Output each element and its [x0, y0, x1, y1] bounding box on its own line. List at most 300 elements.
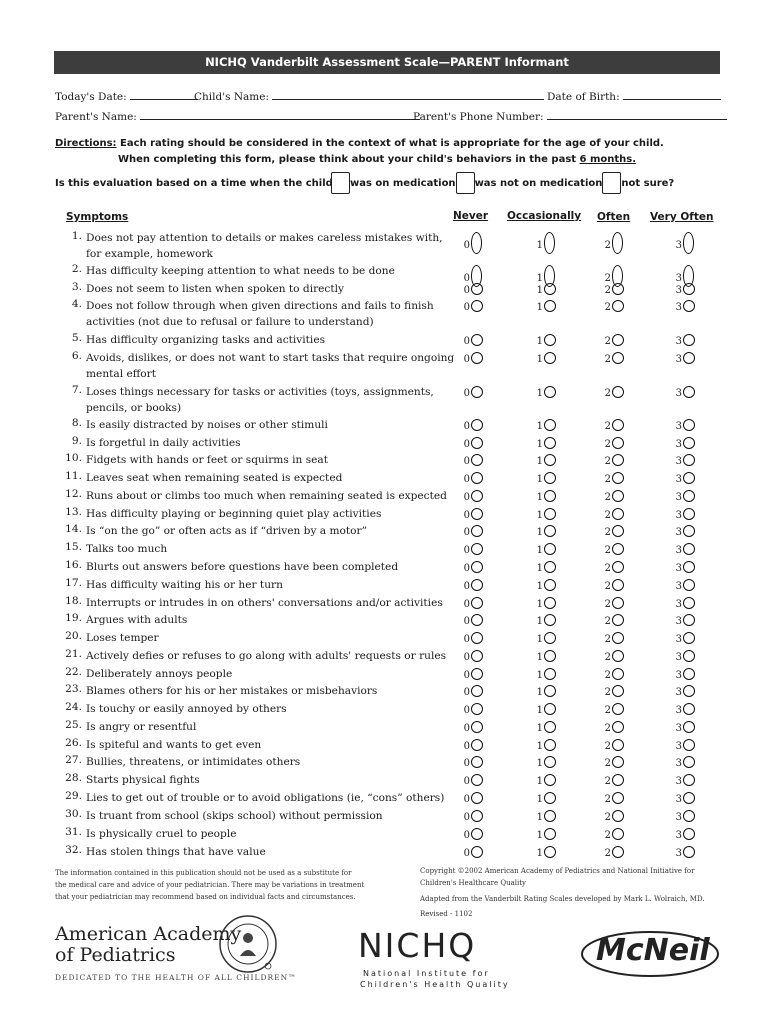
rating-very-often-option[interactable] [674, 543, 695, 556]
rating-score: 0 [463, 687, 470, 698]
rating-score: 3 [675, 439, 682, 450]
rating-never-option[interactable] [462, 561, 483, 574]
rating-score: 3 [675, 723, 682, 734]
rating-occasionally-option[interactable] [535, 721, 556, 734]
rating-never-option[interactable] [462, 543, 483, 556]
rating-score: 2 [604, 794, 611, 805]
directions-line-1 [55, 138, 664, 149]
rating-bubble-icon [471, 386, 483, 398]
rating-score: 3 [675, 830, 682, 841]
rating-never-option[interactable] [462, 721, 483, 734]
rating-score: 0 [463, 741, 470, 752]
rating-bubble-icon [683, 283, 695, 295]
childs-name-field[interactable] [194, 90, 544, 103]
rating-occasionally-option[interactable] [535, 300, 556, 313]
rating-never-option[interactable] [462, 703, 483, 716]
rating-bubble-icon [683, 756, 695, 768]
rating-bubble-icon [683, 525, 695, 537]
rating-often-option[interactable] [603, 792, 624, 805]
rating-often-option[interactable] [603, 454, 624, 467]
rating-score: 0 [463, 723, 470, 734]
rating-occasionally-option[interactable] [535, 846, 556, 859]
rating-never-option[interactable] [462, 300, 483, 313]
rating-bubble-icon [471, 300, 483, 312]
very-often-header: Very Often [650, 211, 714, 223]
rating-never-option[interactable] [462, 386, 483, 399]
rating-score: 2 [604, 830, 611, 841]
rating-very-often-option[interactable] [674, 632, 695, 645]
rating-occasionally-option[interactable] [535, 756, 556, 769]
rating-often-option[interactable] [603, 739, 624, 752]
rating-often-option[interactable] [603, 525, 624, 538]
rating-bubble-icon [471, 232, 482, 254]
symptom-number: 14. [65, 523, 82, 535]
rating-bubble-icon [683, 685, 695, 697]
symptom-number: 31. [65, 826, 82, 838]
rating-bubble-icon [612, 703, 624, 715]
rating-often-option[interactable] [603, 543, 624, 556]
rating-never-option[interactable] [462, 334, 483, 347]
rating-occasionally-option[interactable] [535, 437, 556, 450]
rating-occasionally-option[interactable] [535, 579, 556, 592]
rating-bubble-icon [612, 668, 624, 680]
rating-bubble-icon [612, 525, 624, 537]
rating-very-often-option[interactable] [674, 721, 695, 734]
rating-very-often-option[interactable] [674, 774, 695, 787]
rating-never-option[interactable] [462, 508, 483, 521]
rating-never-option[interactable] [462, 454, 483, 467]
rating-very-often-option[interactable] [674, 508, 695, 521]
rating-often-option[interactable] [603, 472, 624, 485]
symptom-text: Is physically cruel to people [86, 828, 237, 840]
rating-occasionally-option[interactable] [535, 419, 556, 432]
symptom-number: 15. [65, 541, 82, 553]
rating-often-option[interactable] [603, 419, 624, 432]
rating-never-option[interactable] [462, 810, 483, 823]
rating-occasionally-option[interactable] [535, 386, 556, 399]
rating-never-option[interactable] [462, 739, 483, 752]
rating-often-option[interactable] [603, 490, 624, 503]
not-sure-checkbox[interactable] [602, 172, 621, 194]
rating-often-option[interactable] [603, 508, 624, 521]
rating-score: 0 [463, 240, 470, 251]
rating-often-option[interactable] [603, 283, 624, 296]
rating-score: 2 [604, 687, 611, 698]
rating-bubble-icon [683, 792, 695, 804]
never-header: Never [453, 210, 489, 222]
symptom-text: Lies to get out of trouble or to avoid obligations (ie, “cons” others) [86, 792, 445, 804]
medication-question [55, 172, 333, 196]
rating-occasionally-option[interactable] [535, 525, 556, 538]
rating-very-often-option[interactable] [674, 579, 695, 592]
symptom-text: Is forgetful in daily activities [86, 437, 241, 449]
rating-score: 1 [536, 492, 543, 503]
rating-never-option[interactable] [462, 490, 483, 503]
rating-never-option[interactable] [462, 579, 483, 592]
rating-bubble-icon [544, 668, 556, 680]
rating-bubble-icon [471, 490, 483, 502]
rating-occasionally-option[interactable] [535, 472, 556, 485]
symptom-text: Is angry or resentful [86, 721, 197, 733]
symptom-number: 28. [65, 772, 82, 784]
rating-bubble-icon [544, 597, 556, 609]
todays-date-label: Today's Date: [55, 91, 127, 103]
rating-often-option[interactable] [603, 685, 624, 698]
rating-often-option[interactable] [603, 721, 624, 734]
rating-occasionally-option[interactable] [535, 810, 556, 823]
rating-bubble-icon [471, 650, 483, 662]
rating-score: 0 [463, 336, 470, 347]
rating-score: 1 [536, 599, 543, 610]
rating-very-often-option[interactable] [674, 614, 695, 627]
rating-never-option[interactable] [462, 437, 483, 450]
rating-score: 3 [675, 741, 682, 752]
rating-score: 0 [463, 527, 470, 538]
rating-very-often-option[interactable] [674, 334, 695, 347]
rating-often-option[interactable] [603, 561, 624, 574]
rating-score: 3 [675, 670, 682, 681]
symptom-text: Does not seem to listen when spoken to directly [86, 283, 344, 295]
rating-bubble-icon [471, 508, 483, 520]
rating-very-often-option[interactable] [674, 437, 695, 450]
rating-occasionally-option[interactable] [535, 632, 556, 645]
rating-score: 3 [675, 616, 682, 627]
rating-never-option[interactable] [462, 846, 483, 859]
rating-very-often-option[interactable] [674, 810, 695, 823]
todays-date-field[interactable] [55, 90, 198, 103]
rating-bubble-icon [683, 703, 695, 715]
parents-phone-label: Parent's Phone Number: [413, 111, 544, 123]
rating-often-option[interactable] [603, 597, 624, 610]
rating-very-often-option[interactable] [674, 300, 695, 313]
rating-score: 0 [463, 848, 470, 859]
rating-often-option[interactable] [603, 668, 624, 681]
form-title: NICHQ Vanderbilt Assessment Scale—PARENT Informant [54, 51, 720, 74]
rating-bubble-icon [683, 472, 695, 484]
rating-never-option[interactable] [462, 756, 483, 769]
symptoms-header: Symptoms [66, 211, 129, 223]
rating-bubble-icon [471, 668, 483, 680]
rating-score: 2 [604, 474, 611, 485]
rating-bubble-icon [544, 650, 556, 662]
rating-score: 0 [463, 581, 470, 592]
rating-bubble-icon [683, 846, 695, 858]
rating-occasionally-option[interactable] [535, 508, 556, 521]
rating-score: 1 [536, 634, 543, 645]
rating-bubble-icon [612, 490, 624, 502]
parents-name-field[interactable] [55, 110, 420, 123]
aap-line-1: American Academy [55, 923, 242, 945]
rating-never-option[interactable] [462, 792, 483, 805]
rating-bubble-icon [612, 561, 624, 573]
rating-score: 3 [675, 848, 682, 859]
rating-bubble-icon [544, 579, 556, 591]
rating-score: 0 [463, 758, 470, 769]
rating-bubble-icon [544, 454, 556, 466]
rating-bubble-icon [471, 579, 483, 591]
symptom-number: 2. [71, 263, 82, 275]
rating-bubble-icon [471, 597, 483, 609]
rating-occasionally-option[interactable] [535, 774, 556, 787]
rating-never-option[interactable] [462, 525, 483, 538]
rating-never-option[interactable] [462, 232, 482, 254]
rating-occasionally-option[interactable] [535, 792, 556, 805]
rating-very-often-option[interactable] [674, 792, 695, 805]
rating-score: 2 [604, 599, 611, 610]
rating-very-often-option[interactable] [674, 352, 695, 365]
rating-occasionally-option[interactable] [535, 454, 556, 467]
rating-often-option[interactable] [603, 703, 624, 716]
symptom-text: Loses things necessary for tasks or activities (toys, assignments, pencils, or books) [86, 386, 434, 414]
rating-score: 2 [604, 240, 611, 251]
rating-score: 2 [604, 723, 611, 734]
rating-occasionally-option[interactable] [535, 739, 556, 752]
rating-score: 2 [604, 563, 611, 574]
symptom-text: Is touchy or easily annoyed by others [86, 703, 287, 715]
todays-date-line [130, 90, 198, 100]
rating-never-option[interactable] [462, 668, 483, 681]
rating-occasionally-option[interactable] [535, 828, 556, 841]
rating-bubble-icon [471, 756, 483, 768]
rating-often-option[interactable] [603, 650, 624, 663]
rating-often-option[interactable] [603, 386, 624, 399]
rating-bubble-icon [612, 543, 624, 555]
rating-bubble-icon [471, 334, 483, 346]
rating-score: 3 [675, 794, 682, 805]
symptom-text: Has difficulty waiting his or her turn [86, 579, 283, 591]
rating-very-often-option[interactable] [674, 232, 694, 254]
rating-bubble-icon [612, 283, 624, 295]
rating-score: 0 [463, 474, 470, 485]
rating-occasionally-option[interactable] [535, 334, 556, 347]
directions-line-2 [118, 154, 636, 165]
rating-often-option[interactable] [603, 810, 624, 823]
rating-bubble-icon [612, 685, 624, 697]
rating-never-option[interactable] [462, 828, 483, 841]
rating-score: 1 [536, 510, 543, 521]
rating-bubble-icon [544, 472, 556, 484]
rating-very-often-option[interactable] [674, 454, 695, 467]
rating-bubble-icon [612, 352, 624, 364]
symptom-text: Does not pay attention to details or makes careless mistakes with, for example, homework [86, 232, 443, 260]
rating-score: 0 [463, 830, 470, 841]
rating-bubble-icon [612, 739, 624, 751]
rating-bubble-icon [612, 614, 624, 626]
rating-often-option[interactable] [603, 614, 624, 627]
rating-score: 0 [463, 599, 470, 610]
not-sure-label: not sure? [621, 178, 675, 189]
rating-score: 2 [604, 492, 611, 503]
rating-often-option[interactable] [603, 352, 624, 365]
rating-bubble-icon [683, 561, 695, 573]
rating-very-often-option[interactable] [674, 668, 695, 681]
rating-score: 2 [604, 273, 611, 284]
rating-score: 1 [536, 812, 543, 823]
dob-field[interactable] [547, 90, 721, 103]
rating-score: 1 [536, 474, 543, 485]
rating-very-often-option[interactable] [674, 283, 695, 296]
rating-often-option[interactable] [603, 632, 624, 645]
rating-score: 2 [604, 758, 611, 769]
rating-very-often-option[interactable] [674, 472, 695, 485]
rating-often-option[interactable] [603, 334, 624, 347]
rating-very-often-option[interactable] [674, 828, 695, 841]
rating-score: 2 [604, 527, 611, 538]
rating-bubble-icon [471, 828, 483, 840]
rating-score: 2 [604, 616, 611, 627]
rating-score: 2 [604, 705, 611, 716]
rating-never-option[interactable] [462, 632, 483, 645]
rating-score: 2 [604, 302, 611, 313]
nichq-logo: NICHQ [358, 926, 477, 965]
rating-bubble-icon [683, 774, 695, 786]
rating-often-option[interactable] [603, 579, 624, 592]
symptom-number: 13. [65, 506, 82, 518]
rating-often-option[interactable] [603, 774, 624, 787]
rating-score: 0 [463, 273, 470, 284]
symptom-number: 3. [71, 281, 82, 293]
rating-bubble-icon [683, 614, 695, 626]
rating-never-option[interactable] [462, 650, 483, 663]
rating-never-option[interactable] [462, 352, 483, 365]
rating-bubble-icon [612, 792, 624, 804]
rating-score: 2 [604, 776, 611, 787]
rating-score: 1 [536, 421, 543, 432]
rating-occasionally-option[interactable] [535, 561, 556, 574]
rating-occasionally-option[interactable] [535, 490, 556, 503]
rating-very-often-option[interactable] [674, 597, 695, 610]
often-header: Often [597, 211, 631, 223]
rating-score: 2 [604, 652, 611, 663]
rating-often-option[interactable] [603, 756, 624, 769]
rating-occasionally-option[interactable] [535, 668, 556, 681]
rating-never-option[interactable] [462, 472, 483, 485]
nichq-subtitle-1: National Institute for [363, 969, 490, 978]
rating-bubble-icon [471, 472, 483, 484]
rating-bubble-icon [683, 352, 695, 364]
rating-bubble-icon [544, 846, 556, 858]
rating-score: 0 [463, 456, 470, 467]
rating-bubble-icon [612, 828, 624, 840]
rating-often-option[interactable] [603, 300, 624, 313]
rating-very-often-option[interactable] [674, 739, 695, 752]
rating-never-option[interactable] [462, 614, 483, 627]
rating-very-often-option[interactable] [674, 756, 695, 769]
rating-score: 2 [604, 510, 611, 521]
rating-never-option[interactable] [462, 283, 483, 296]
rating-very-often-option[interactable] [674, 685, 695, 698]
rating-occasionally-option[interactable] [535, 685, 556, 698]
rating-very-often-option[interactable] [674, 490, 695, 503]
rating-bubble-icon [683, 490, 695, 502]
rating-bubble-icon [683, 386, 695, 398]
rating-bubble-icon [544, 703, 556, 715]
rating-occasionally-option[interactable] [535, 597, 556, 610]
rating-bubble-icon [544, 334, 556, 346]
rating-never-option[interactable] [462, 597, 483, 610]
rating-score: 3 [675, 776, 682, 787]
rating-occasionally-option[interactable] [535, 614, 556, 627]
rating-score: 1 [536, 285, 543, 296]
rating-very-often-option[interactable] [674, 846, 695, 859]
rating-score: 2 [604, 634, 611, 645]
rating-score: 0 [463, 492, 470, 503]
symptom-number: 32. [65, 844, 82, 856]
rating-occasionally-option[interactable] [535, 232, 555, 254]
rating-occasionally-option[interactable] [535, 703, 556, 716]
symptom-text: Argues with adults [86, 614, 188, 626]
rating-occasionally-option[interactable] [535, 650, 556, 663]
rating-bubble-icon [683, 810, 695, 822]
rating-bubble-icon [471, 283, 483, 295]
rating-bubble-icon [471, 561, 483, 573]
dob-label: Date of Birth: [547, 91, 620, 103]
rating-never-option[interactable] [462, 419, 483, 432]
rating-bubble-icon [544, 828, 556, 840]
rating-bubble-icon [471, 810, 483, 822]
rating-score: 2 [604, 545, 611, 556]
rating-very-often-option[interactable] [674, 525, 695, 538]
rating-occasionally-option[interactable] [535, 283, 556, 296]
rating-never-option[interactable] [462, 685, 483, 698]
disclaimer-text: The information contained in this publication should not be used as a substitute for the medical care and advice of your pediatrician. There may be variations in treatment that your pediatrician may recommend based on individual facts and circumstances. [55, 869, 365, 901]
symptom-number: 21. [65, 648, 82, 660]
rating-bubble-icon [612, 579, 624, 591]
rating-score: 1 [536, 758, 543, 769]
rating-score: 2 [604, 439, 611, 450]
rating-score: 3 [675, 285, 682, 296]
rating-very-often-option[interactable] [674, 650, 695, 663]
rating-occasionally-option[interactable] [535, 352, 556, 365]
rating-score: 3 [675, 652, 682, 663]
rating-score: 3 [675, 456, 682, 467]
parents-phone-line [547, 110, 727, 120]
symptom-text: Does not follow through when given directions and fails to finish activities (not due to refusal or failure to understand) [86, 300, 434, 328]
aap-logo-text [55, 924, 241, 966]
parents-phone-field[interactable] [413, 110, 727, 123]
rating-bubble-icon [471, 721, 483, 733]
not-on-medication-checkbox[interactable] [456, 172, 475, 194]
on-medication-checkbox[interactable] [331, 172, 350, 194]
symptom-text: Fidgets with hands or feet or squirms in seat [86, 454, 328, 466]
rating-score: 3 [675, 492, 682, 503]
symptom-text: Is easily distracted by noises or other stimuli [86, 419, 328, 431]
rating-often-option[interactable] [603, 828, 624, 841]
rating-often-option[interactable] [603, 437, 624, 450]
rating-score: 1 [536, 670, 543, 681]
rating-often-option[interactable] [603, 846, 624, 859]
symptom-number: 27. [65, 754, 82, 766]
symptom-number: 1. [71, 230, 82, 242]
rating-score: 0 [463, 705, 470, 716]
rating-bubble-icon [612, 810, 624, 822]
rating-very-often-option[interactable] [674, 386, 695, 399]
rating-bubble-icon [471, 454, 483, 466]
dob-line [623, 90, 721, 100]
rating-never-option[interactable] [462, 774, 483, 787]
rating-very-often-option[interactable] [674, 703, 695, 716]
rating-bubble-icon [471, 739, 483, 751]
rating-bubble-icon [544, 419, 556, 431]
rating-very-often-option[interactable] [674, 419, 695, 432]
rating-occasionally-option[interactable] [535, 543, 556, 556]
rating-score: 1 [536, 794, 543, 805]
rating-score: 0 [463, 776, 470, 787]
rating-often-option[interactable] [603, 232, 623, 254]
rating-bubble-icon [471, 543, 483, 555]
rating-bubble-icon [544, 490, 556, 502]
rating-very-often-option[interactable] [674, 561, 695, 574]
